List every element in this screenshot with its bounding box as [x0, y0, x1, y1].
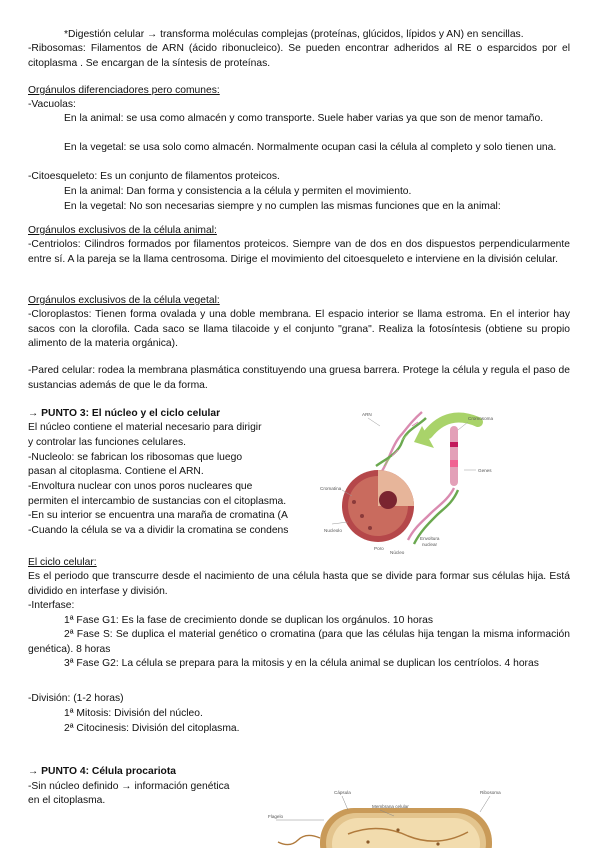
text-punto3-line7: -En su interior se encuentra una maraña de cromatina (A	[28, 510, 288, 521]
text-punto3-line1: El núcleo contiene el material necesario para dirigir	[28, 422, 262, 433]
text-ciclo-celular: Es el periodo que transcurre desde el nacimiento de una célula hasta que se divide para formar sus células hija. Está dividido en interfase y división.	[28, 571, 570, 597]
text-ribosomas: -Ribosomas: Filamentos de ARN (ácido ribonucleico). Se pueden encontrar adheridos al RE o esparcidos por el citoplasma . Se encargan de la síntesis de proteínas.	[28, 43, 570, 69]
text-punto3-line3: -Nucleolo: se fabrican los ribosomas que luego	[28, 452, 243, 463]
text-pared-celular: -Pared celular: rodea la membrana plasmática constituyendo una gruesa barrera. Protege la célula y regula el paso de sustancias además de que le da forma.	[28, 365, 570, 391]
label-cromosoma: Cromosoma	[468, 416, 494, 421]
text-fase-s: 2ª Fase S: Se duplica el material genético o cromatina (para que las células hija tengan la misma información genética). 8 horas	[28, 629, 570, 655]
heading-punto-3: → PUNTO 3: El núcleo y el ciclo celular	[28, 408, 221, 419]
text-fase-g2: 3ª Fase G2: La célula se prepara para la mitosis y en la célula animal se duplican los centríolos. 4 horas	[64, 658, 539, 669]
nucleus-chromatin-figure	[318, 404, 590, 554]
text-vacuolas: -Vacuolas:	[28, 99, 76, 110]
text-vacuolas-vegetal: En la vegetal: se usa solo como almacén. Normalmente ocupan casi la célula al completo y solo tienen una.	[64, 142, 557, 153]
bacterium-cell-icon	[320, 808, 492, 848]
text-interfase: -Interfase:	[28, 600, 75, 611]
text-punto3-line8: -Cuando la célula se va a dividir la cromatina se condens	[28, 525, 289, 536]
label-flagelo: Flagelo	[268, 814, 284, 819]
text-division: -División: (1-2 horas)	[28, 693, 124, 704]
text-cloroplastos: -Cloroplastos: Tienen forma ovalada y una doble membrana. El espacio interior se llama estroma. En el interior hay sacos con la clorofila. Cada saco se llama tilacoide y el conjunto "grana". Realiza la fotosíntesis (obtiene su propio alimento de la materia orgánica).	[28, 309, 570, 350]
text-citoesqueleto-vegetal: En la vegetal: No son necesarias siempre y no cumplen las mismas funciones que en la animal:	[64, 201, 501, 212]
text-punto4-line1: -Sin núcleo definido → información genética	[28, 781, 230, 792]
heading-organulos-comunes: Orgánulos diferenciadores pero comunes:	[28, 85, 220, 96]
label-arn: ARN	[362, 412, 372, 417]
text-punto3-line5: -Envoltura nuclear con unos poros nucleares que	[28, 481, 253, 492]
dna-strand-icon	[408, 488, 454, 540]
prokaryote-cell-figure	[268, 786, 518, 848]
label-nucleo: Núcleo	[390, 550, 405, 554]
text-citoesqueleto-animal: En la animal: Dan forma y consistencia a la célula y permiten el movimiento.	[64, 186, 412, 197]
text-punto3-line2: y controlar las funciones celulares.	[28, 437, 186, 448]
text-punto4-line2: en el citoplasma.	[28, 795, 106, 806]
label-cromatina: Cromatina	[320, 486, 342, 491]
heading-organulos-animal: Orgánulos exclusivos de la célula animal:	[28, 225, 217, 236]
label-ribosoma: Ribosoma	[480, 790, 501, 795]
label-nuclear: nuclear	[422, 542, 438, 547]
label-membrana: Membrana celular	[372, 804, 409, 809]
label-capsula: Cápsula	[334, 790, 351, 795]
text-citocinesis: 2ª Citocinesis: División del citoplasma.	[64, 723, 240, 734]
label-nucleolo: Nucleolo	[324, 528, 342, 533]
heading-organulos-vegetal: Orgánulos exclusivos de la célula vegetal:	[28, 295, 220, 306]
text-digestion: *Digestión celular → transforma moléculas complejas (proteínas, glúcidos, lípidos y AN) en sencillas.	[64, 29, 524, 40]
text-vacuolas-animal: En la animal: se usa como almacén y como transporte. Suele haber varias ya que son de menor tamaño.	[64, 113, 544, 124]
text-mitosis: 1ª Mitosis: División del núcleo.	[64, 708, 203, 719]
text-centriolos: -Centriolos: Cilindros formados por filamentos proteicos. Siempre van de dos en dos dispuestos perpendicularmente entre sí. A la pareja se la llama centrosoma. Dirige el movimiento del citoesqueleto e interviene en la división celular.	[28, 239, 570, 265]
text-citoesqueleto: -Citoesqueleto: Es un conjunto de filamentos proteicos.	[28, 171, 280, 182]
text-punto3-line4: pasan al citoplasma. Contiene el ARN.	[28, 466, 204, 477]
text-punto3-line6: permiten el intercambio de sustancias con el citoplasma.	[28, 496, 287, 507]
nucleus-sphere-icon	[342, 470, 414, 542]
text-fase-g1: 1ª Fase G1: Es la fase de crecimiento donde se duplican los orgánulos. 10 horas	[64, 615, 433, 626]
label-envoltura: Envoltura	[420, 536, 440, 541]
flagellum-icon	[278, 835, 320, 844]
label-genes: Genes	[478, 468, 492, 473]
heading-ciclo-celular: El ciclo celular:	[28, 557, 97, 568]
heading-punto-4: → PUNTO 4: Célula procariota	[28, 766, 177, 777]
label-poro: Poro	[374, 546, 384, 551]
chromosome-icon	[450, 426, 458, 486]
